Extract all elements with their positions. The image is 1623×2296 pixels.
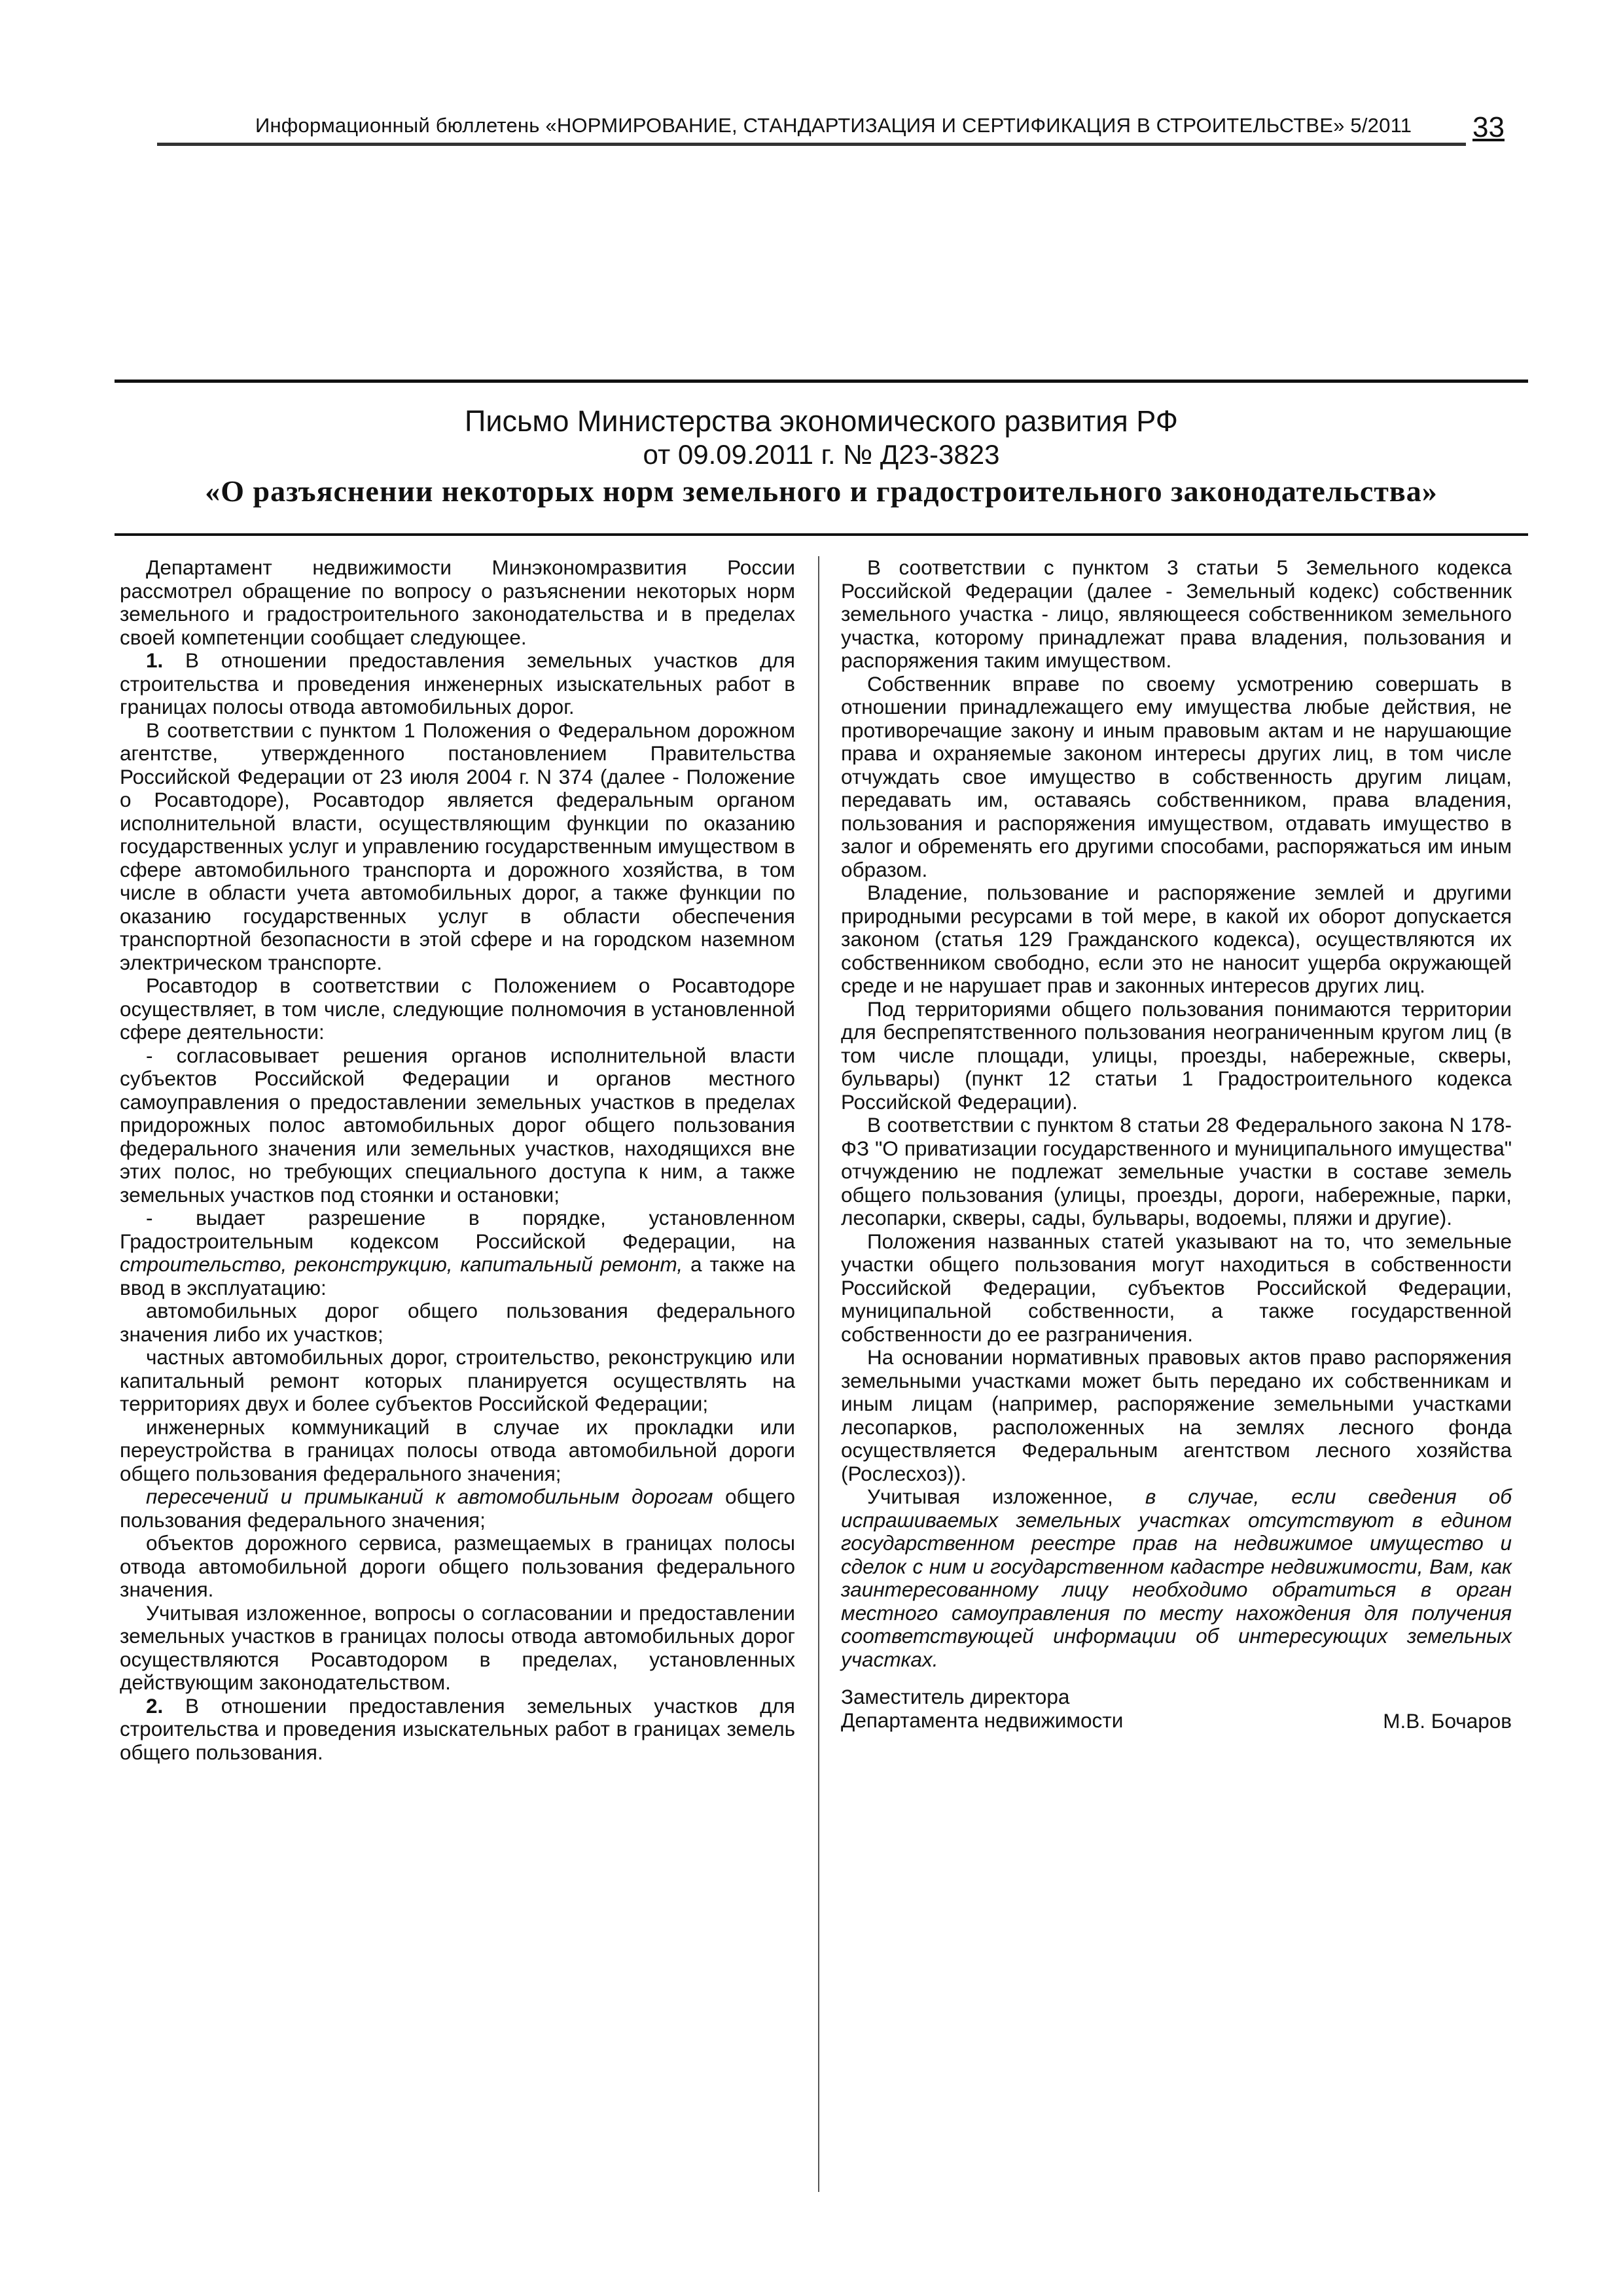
paragraph: В соответствии с пунктом 1 Положения о Федеральном дорожном агентстве, утвержденного постановлением Правительства Российской Федерации от 23 июля 2004 г. N 374 (далее - Положение о Росавтодоре), Росавтодор является федеральным органом исполнительной власти, осуществляющим функции по оказанию государственных услуг и управлению государственным имуществом в сфере автомобильного транспорта и дорожного хозяйства, в том числе в области учета автомобильных дорог, а также функции по оказанию государственных услуг в области обеспечения транспортной безопасности в этой сфере и на городском наземном электрическом транспорте. <box>120 718 795 974</box>
right-column <box>841 556 1512 1738</box>
left-column <box>120 556 795 1764</box>
list-item: - выдает разрешение в порядке, установленном Градостроительным кодексом Российской Федерации, на строительство, реконструкцию, капитальный ремонт, а также на ввод в эксплуатацию: <box>120 1206 795 1299</box>
section-number: 2. <box>146 1693 164 1718</box>
paragraph: Под территориями общего пользования понимаются территории для беспрепятственного пользования неограниченным кругом лиц (в том числе площади, улицы, проезды, набережные, скверы, бульвары) (пункт 12 статьи 1 Градостроительного кодекса Российской Федерации). <box>841 997 1512 1114</box>
list-item: автомобильных дорог общего пользования федерального значения либо их участков; <box>120 1299 795 1346</box>
list-item: инженерных коммуникаций в случае их прокладки или переустройства в границах полосы отвода автомобильной дороги общего пользования федерального значения; <box>120 1415 795 1485</box>
list-item: частных автомобильных дорог, строительство, реконструкцию или капитальный ремонт которых планируется осуществлять на территориях двух и более субъектов Российской Федерации; <box>120 1345 795 1415</box>
column-divider <box>818 556 819 2192</box>
title-line-ministry: Письмо Министерства экономического развития РФ <box>464 404 1179 438</box>
paragraph: В соответствии с пунктом 3 статьи 5 Земельного кодекса Российской Федерации (далее - Земельный кодекс) собственник земельного участка - лицо, являющееся собственником земельного участка, которому принадлежат права владения, пользования и распоряжения таким имуществом. <box>841 556 1512 672</box>
list-item: объектов дорожного сервиса, размещаемых в границах полосы отвода автомобильной дороги общего пользования федерального значения. <box>120 1531 795 1601</box>
section-number: 1. <box>146 648 164 672</box>
header-rule <box>157 143 1466 146</box>
signatory-title: Заместитель директора Департамента недвижимости <box>841 1685 1124 1732</box>
section-heading: В отношении предоставления земельных участков для строительства и проведения инженерных изыскательных работ в границах полосы отвода автомобильных дорог. <box>120 648 795 718</box>
title-line-subject: «О разъяснении некоторых норм земельного и градостроительного законодательства» <box>205 474 1438 508</box>
list-item: - согласовывает решения органов исполнительной власти субъектов Российской Федерации и органов местного самоуправления о предоставлении земельных участков в пределах придорожных полос автомобильных дорог общего пользования федерального значения или земельных участков, находящихся вне этих полос, но требующих специального доступа к ним, а также земельных участков под стоянки и остановки; <box>120 1043 795 1207</box>
paragraph <box>120 649 795 719</box>
letter-title <box>115 404 1528 512</box>
title-top-rule <box>115 380 1528 383</box>
running-header <box>111 110 1525 156</box>
paragraph: Собственник вправе по своему усмотрению совершать в отношении принадлежащего ему имущества любые действия, не противоречащие закону и иным правовым актам и не нарушающие права и охраняемые законом интересы других лиц, в том числе отчуждать свое имущество в собственность другим лицам, передавать им, оставаясь собственником, права владения, пользования и распоряжения имуществом, отдавать имущество в залог и обременять его другими способами, распоряжаться им иным образом. <box>841 671 1512 881</box>
paragraph: Владение, пользование и распоряжение землей и другими природными ресурсами в той мере, в какой их оборот допускается законом (статья 129 Гражданского кодекса), осуществляются их собственником свободно, если это не наносит ущерба окружающей среде и не нарушает прав и законных интересов других лиц. <box>841 881 1512 997</box>
paragraph: Департамент недвижимости Минэкономразвития России рассмотрел обращение по вопросу о разъяснении некоторых норм земельного и градостроительного законодательства и в пределах своей компетенции сообщает следующее. <box>120 556 795 649</box>
paragraph: На основании нормативных правовых актов право распоряжения земельными участками может быть передано их собственникам и иным лицам (например, распоряжение земельными участками лесопарков, расположенных на землях лесного фонда осуществляется Федеральным агентством лесного хозяйства (Рослесхоз)). <box>841 1345 1512 1485</box>
list-item: пересечений и примыканий к автомобильным дорогам общего пользования федерального значения; <box>120 1485 795 1532</box>
title-bottom-rule <box>115 533 1528 536</box>
page-number: 33 <box>1472 111 1505 143</box>
paragraph: Росавтодор в соответствии с Положением о Росавтодоре осуществляет, в том числе, следующие полномочия в установленной сфере деятельности: <box>120 974 795 1044</box>
title-line-date-number: от 09.09.2011 г. № Д23-3823 <box>643 439 1000 470</box>
bulletin-title: Информационный бюллетень «НОРМИРОВАНИЕ, СТАНДАРТИЗАЦИЯ И СЕРТИФИКАЦИЯ В СТРОИТЕЛЬСТВЕ» 5/2011 <box>255 114 1412 137</box>
section-heading: В отношении предоставления земельных участков для строительства и проведения изыскательных работ в границах земель общего пользования. <box>120 1693 795 1764</box>
signature-block <box>841 1686 1512 1738</box>
signatory-name: М.В. Бочаров <box>1383 1709 1512 1733</box>
paragraph: Учитывая изложенное, в случае, если сведения об испрашиваемых земельных участках отсутствуют в едином государственном реестре прав на недвижимое имущество и сделок с ним и государственном кадастре недвижимости, Вам, как заинтересованному лицу необходимо обратиться в орган местного самоуправления по месту нахождения для получения соответствующей информации об интересующих земельных участках. <box>841 1485 1512 1671</box>
paragraph: Положения названных статей указывают на то, что земельные участки общего пользования могут находиться в собственности Российской Федерации, субъектов Российской Федерации, муниципальной собственности, а также государственной собственности до ее разграничения. <box>841 1229 1512 1346</box>
paragraph: Учитывая изложенное, вопросы о согласовании и предоставлении земельных участков в границах полосы отвода автомобильных дорог осуществляются Росавтодором в пределах, установленных действующим законодательством. <box>120 1600 795 1694</box>
paragraph <box>120 1695 795 1765</box>
paragraph: В соответствии с пунктом 8 статьи 28 Федерального закона N 178-ФЗ "О приватизации государственного и муниципального имущества" отчуждению не подлежат земельные участки в составе земель общего пользования (улицы, проезды, дороги, набережные, парки, лесопарки, скверы, сады, бульвары, водоемы, пляжи и другие). <box>841 1113 1512 1229</box>
